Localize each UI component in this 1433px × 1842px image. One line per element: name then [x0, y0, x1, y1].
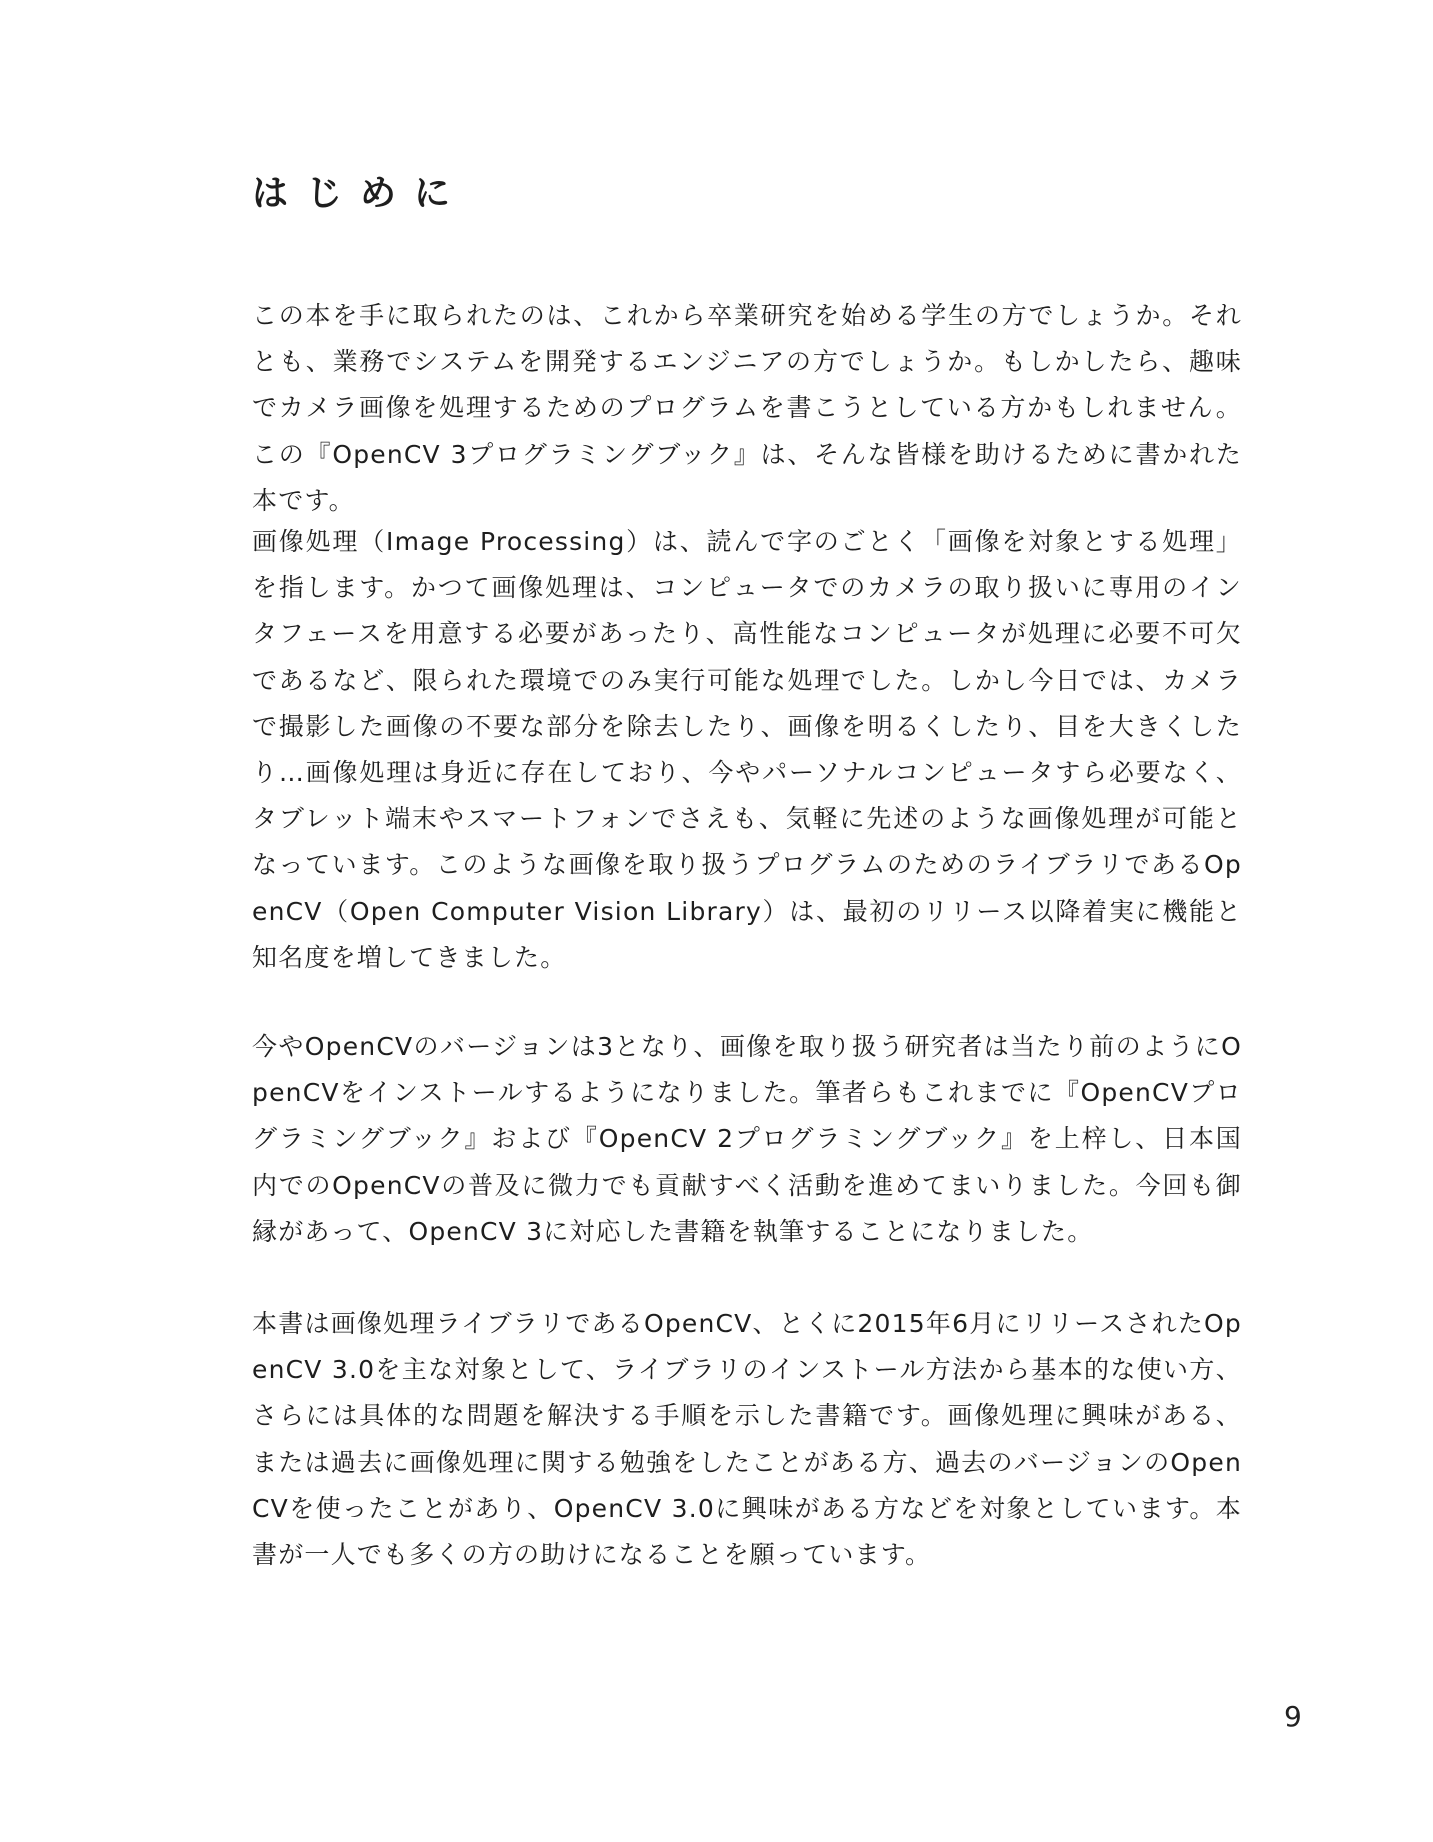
page-title: はじめに	[252, 173, 469, 214]
page-number: 9	[1284, 1700, 1302, 1733]
paragraph-book-purpose: 本書は画像処理ライブラリであるOpenCV、とくに2015年6月にリリースされたOpenCV 3.0を主な対象として、ライブラリのインストール方法から基本的な使い方、さらには具体的な問題を解決する手順を示した書籍です。画像処理に興味がある、または過去に画像処理に関する勉強をしたことがある方、過去のバージョンのOpenCVを使ったことがあり、OpenCV 3.0に興味がある方などを対象としています。本書が一人でも多くの方の助けになることを願っています。	[252, 1309, 1242, 1570]
paragraph-opencv-history: 今やOpenCVのバージョンは3となり、画像を取り扱う研究者は当たり前のようにOpenCVをインストールするようになりました。筆者らもこれまでに『OpenCVプログラミングブック』および『OpenCV 2プログラミングブック』を上梓し、日本国内でのOpenCVの普及に微力でも貢献すべく活動を進めてまいりました。今回も御縁があって、OpenCV 3に対応した書籍を執筆することになりました。	[252, 1032, 1242, 1246]
paragraph-image-processing: 画像処理（Image Processing）は、読んで字のごとく「画像を対象とする処理」を指します。かつて画像処理は、コンピュータでのカメラの取り扱いに専用のインタフェースを用意する必要があったり、高性能なコンピュータが処理に必要不可欠であるなど、限られた環境でのみ実行可能な処理でした。しかし今日では、カメラで撮影した画像の不要な部分を除去したり、画像を明るくしたり、目を大きくしたり…画像処理は身近に存在しており、今やパーソナルコンピュータすら必要なく、タブレット端末やスマートフォンでさえも、気軽に先述のような画像処理が可能となっています。このような画像を取り扱うプログラムのためのライブラリであるOpenCV（Open Computer Vision Library）は、最初のリリース以降着実に機能と知名度を増してきました。	[252, 527, 1242, 972]
paragraph-intro: この本を手に取られたのは、これから卒業研究を始める学生の方でしょうか。それとも、業務でシステムを開発するエンジニアの方でしょうか。もしかしたら、趣味でカメラ画像を処理するためのプログラムを書こうとしている方かもしれません。この『OpenCV 3プログラミングブック』は、そんな皆様を助けるために書かれた本です。	[252, 301, 1242, 515]
